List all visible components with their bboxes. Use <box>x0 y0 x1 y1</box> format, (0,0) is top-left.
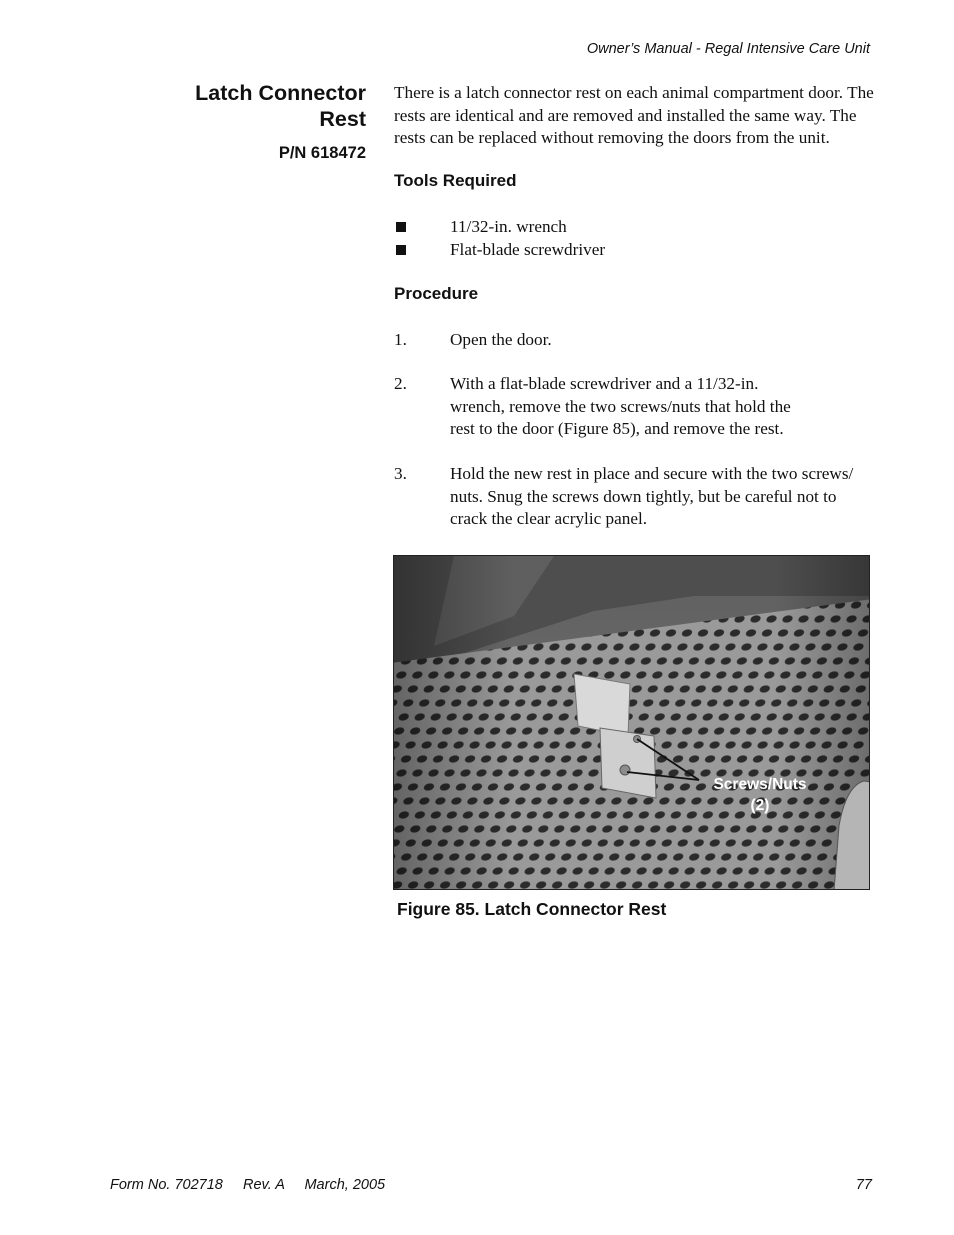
procedure-step <box>394 373 814 441</box>
callout-label <box>700 774 820 816</box>
running-header: Owner’s Manual - Regal Intensive Care Unit <box>586 41 870 57</box>
procedure-step <box>394 329 874 352</box>
step-number: 1. <box>394 330 407 349</box>
figure-photo <box>393 555 870 890</box>
tool-label: Flat-blade screwdriver <box>450 239 606 259</box>
step-number: 2. <box>394 374 407 393</box>
page-number: 77 <box>855 1177 872 1193</box>
square-bullet-icon <box>396 222 406 232</box>
list-item <box>394 239 874 262</box>
step-text: Hold the new rest in place and secure with the two screws/ nuts. Snug the screws down tightly, but be careful not to crack the clear acrylic panel. <box>450 464 854 528</box>
section-title-line1: Latch Connector <box>195 81 366 105</box>
footer-form-info: Form No. 702718 Rev. A March, 2005 <box>110 1177 386 1193</box>
section-title-line2: Rest <box>319 107 366 131</box>
step-number: 3. <box>394 464 407 483</box>
procedure-step <box>394 463 874 531</box>
procedure-heading: Procedure <box>394 284 479 303</box>
tools-heading: Tools Required <box>394 171 517 190</box>
figure-caption: Figure 85. Latch Connector Rest <box>397 899 667 919</box>
tools-list <box>394 216 874 261</box>
square-bullet-icon <box>396 245 406 255</box>
step-text: Open the door. <box>450 330 552 349</box>
step-text: With a flat-blade screwdriver and a 11/32-in. wrench, remove the two screws/nuts that hold the rest to the door (Figure 85), and remove the rest. <box>450 374 791 438</box>
tool-label: 11/32-in. wrench <box>450 217 567 236</box>
intro-paragraph: There is a latch connector rest on each animal compartment door. The rests are identical and are removed and installed the same way. The rests can be replaced without removing the doors from the unit. <box>394 83 874 147</box>
latch-rest-photo <box>394 556 870 890</box>
callout-line2: (2) <box>750 797 770 814</box>
list-item <box>394 216 874 239</box>
section-title <box>150 80 366 132</box>
callout-line1: Screws/Nuts <box>713 776 807 793</box>
intro-block <box>394 82 874 150</box>
part-number: P/N 618472 <box>278 144 366 162</box>
